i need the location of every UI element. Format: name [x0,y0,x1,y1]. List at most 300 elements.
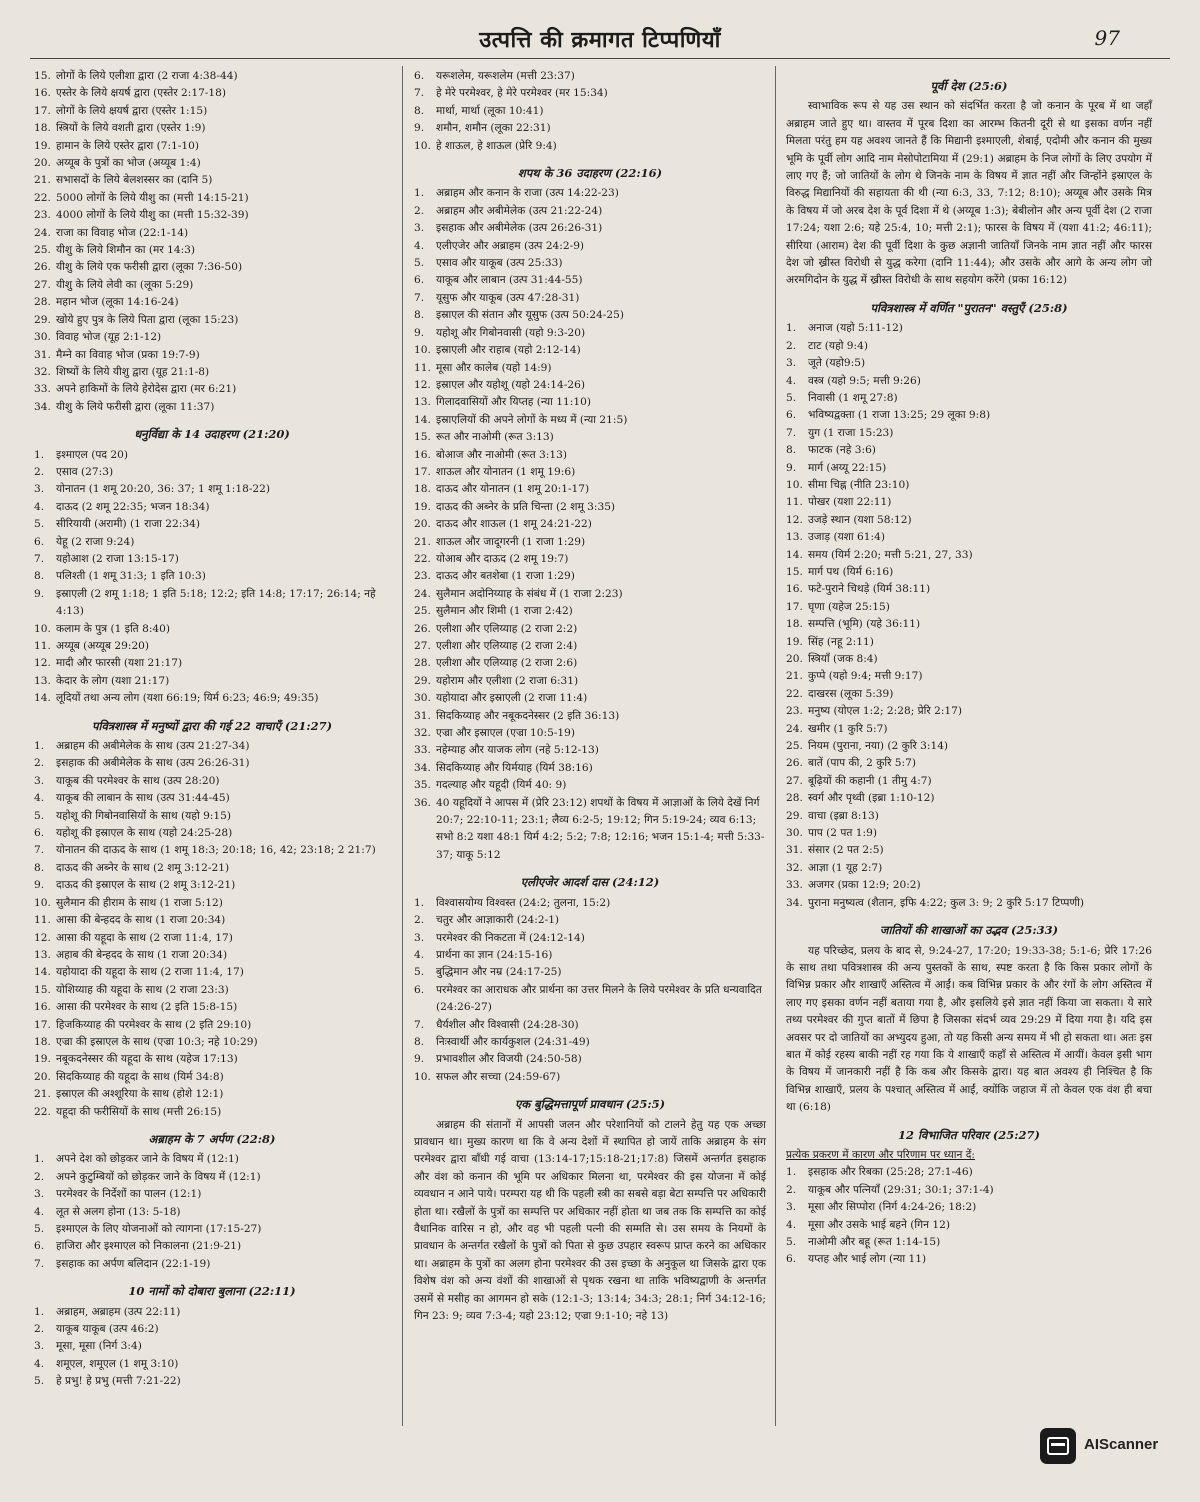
list-item-text: दाऊद और बतशेबा (1 राजा 1:29) [436,570,575,583]
list-item-number: 8. [786,444,797,457]
list-item-text: हाजिरा और इश्माएल को निकालना (21:9-21) [56,1240,242,1253]
list-item-text: यहोशू और गिबोनवासी (यहो 9:3-20) [436,326,586,339]
list-item [786,338,1152,355]
list-item-text: नाओमी और बहू (रूत 1:14-15) [808,1236,941,1248]
list-item-number: 16. [414,448,431,461]
list-item-text: सभासदों के लिये बेलशस्सर का (दानि 5) [56,174,213,187]
list-item-text: मूसा, मूसा (निर्ग 3:4) [56,1340,142,1353]
list-item-number: 27. [34,278,51,291]
list-item-text: अब्राहम और कनान के राजा (उत्प 14:22-23) [436,187,619,200]
list-item [34,172,390,189]
list-item [414,1017,766,1034]
list-item-number: 15. [786,565,803,578]
list-item [786,808,1152,825]
list-item-text: घृणा (यहेज 25:15) [808,600,890,613]
list-item-number: 2. [34,1323,45,1336]
list-item [414,238,766,255]
list-item [414,68,766,85]
list-item-number: 9. [414,326,425,339]
list-item [786,390,1152,407]
list-item-text: योशिय्याह की यहूदा के साथ (2 राजा 23:3) [56,983,229,996]
list-item [786,407,1152,424]
list-item-number: 10. [786,478,803,491]
list-item-number: 13. [34,948,51,961]
list-item [34,860,390,877]
list-item-number: 12. [34,931,51,944]
list-item [414,412,766,429]
list-item-number: 8. [414,309,425,322]
list-item-number: 9. [34,587,45,600]
list-item [34,690,390,707]
list-item-text: यहोराम और एलीशा (2 राजा 6:31) [436,674,579,687]
section-paragraph: स्वाभाविक रूप से यह उस स्थान को संदर्भित करता है जो कनान के पूरब में था जहाँ अब्राहम जाते हुए था। वास्तव में पूरब दिशा का आरम्भ कितनी दूरी से था इसका वर्णन नहीं मिलता परंतु हम यह अवश्य जानते हैं कि मिद्यानी इश्माएली, शेबाई, एदोमी और कनान की मुख्य भूमि के पूर्वी लोग आदि नाम मेसोपोटामिया में (29:1) अब्राहम के निज लोगों के लिए उपयोग में लाए गए हैं; जो जातियों के लोग थे जिनके नाम के विषय में ज्ञात नहीं और जिन्होंने इस्राएल के विरुद्ध मिद्यानियों की सहायता की थी (न्या 6:3, 33, 7:12; 8:10); अय्यूब और उसके मित्र के विषय में जो अरब देश के पूर्व दिशा में थे (अय्यूब 1:3); बेबीलोन और अन्य पूर्वी देश (2 राजा 17:24; यशा 2:6; यहे 25:4, 10; मत्ती 2:1); फारस के विषय में (यशा 41:2; 46:11); सीरिया (आराम) देश की पूर्वी दिशा के कुछ अज्ञानी जातियाँ जिनके नाम ज्ञात नहीं और फारस देश जो ख्रीस्त विरोधी से युद्ध करेगा (दानि 11:44); और उसके और आगे के अन्य लोग जो अरमगिदोन के युद्ध में ख्रीस्त विरोधी के साथ सहयोग करेंगे (प्रका 16:12) [786,100,1152,287]
page-title: उत्पत्ति की क्रमागत टिप्पणियाँ [479,27,721,53]
list-item-text: प्रार्थना का ज्ञान (24:15-16) [436,948,553,961]
list-item-number: 7. [414,87,425,100]
list-item-text: सीमा चिह्न (नीति 23:10) [808,478,910,491]
list-item-text: मनुष्य (योएल 1:2; 2:28; प्रेरि 2:17) [808,705,963,718]
list-item [414,964,766,981]
list-item-number: 30. [34,331,51,344]
list-item [414,725,766,742]
list-item-number: 11. [414,361,431,374]
list-item [414,551,766,568]
list-item-number: 4. [786,1218,797,1231]
list-item [414,568,766,585]
list-item-text: महान भोज (लूका 14:16-24) [56,296,179,309]
list-item-number: 3. [34,1188,45,1201]
list-item-text: दाखरस (लूका 5:39) [808,687,894,700]
list-item-text: दाऊद की अब्नेर के साथ (2 शमू 3:12-21) [56,861,230,874]
list-item [414,690,766,707]
column-3 [786,68,1152,1269]
list-item-number: 3. [786,1201,797,1214]
list-item [34,1069,390,1086]
list-item-text: इश्माएल के लिए योजनाओं को त्यागना (17:15-27) [56,1223,262,1235]
list-item-number: 22. [34,191,51,204]
list-item [414,760,766,777]
list-item-text: अजगर (प्रका 12:9; 20:2) [808,879,921,892]
list-item [34,999,390,1016]
list-item [414,138,766,155]
list-item-text: पलिश्ती (1 शमू 31:3; 1 इति 10:3) [56,570,206,583]
section [786,922,1152,1116]
list-item-text: दाऊद (2 शमू 22:35; भजन 18:34) [56,500,210,513]
list-item-text: शमौन, शमौन (लूका 22:31) [436,122,551,135]
list-item-number: 1. [414,896,425,909]
list-item-number: 21. [414,535,431,548]
list-item [414,342,766,359]
list-item-text: मार्ग पथ (यिर्म 6:16) [808,565,894,578]
list-item [34,773,390,790]
list-item-number: 6. [34,1240,45,1253]
list-item [34,895,390,912]
list-item-text: यीशु के लिये लेवी का (लूका 5:29) [56,278,194,291]
list-item-text: शमूएल, शमूएल (1 शमू 3:10) [56,1357,179,1370]
list-item-number: 31. [786,844,803,857]
list-item-text: केदार के लोग (यशा 21:17) [56,674,170,687]
list-item-number: 15. [34,70,51,82]
list-item-number: 17. [34,104,51,117]
list-item-text: मूसा और उसके भाई बहने (गिन 12) [808,1218,950,1231]
list-item-number: 6. [786,1253,797,1266]
list-item [34,68,390,85]
list-item [414,930,766,947]
list-item-number: 31. [414,709,431,722]
list-item [34,120,390,137]
list-item-number: 13. [414,396,431,409]
section-title: एलीएजेर आदर्श दास (24:12) [520,875,660,890]
list-item [786,529,1152,546]
list-item [34,755,390,772]
list-item-number: 3. [34,483,45,496]
list-item-text: स्त्रियों के लिये वशती द्वारा (एस्तेर 1:9) [56,122,206,135]
section-title: पवित्रशास्त्र में मनुष्यों द्वारा की गई 22 वाचाएँ (21:27) [91,718,333,733]
list-item-number: 23. [786,705,803,718]
list-item-number: 33. [414,744,431,757]
list-item [414,429,766,446]
list-item-text: इस्राएली (2 शमू 1:18; 1 इति 5:18; 12:2; इति 14:8; 17:17; 26:14; नहे 4:13) [56,587,376,618]
list-item [786,1251,1152,1268]
list-item [34,464,390,481]
list-item-number: 7. [414,1018,425,1031]
list-item-number: 12. [414,378,431,391]
page-header [30,18,1170,59]
list-item-number: 4. [786,374,797,387]
list-item-text: याकूब और पत्नियाँ (29:31; 30:1; 37:1-4) [808,1183,994,1196]
section-title: शपथ के 36 उदाहरण (22:16) [517,166,663,181]
list-item-text: हे शाऊल, हे शाऊल (प्रेरि 9:4) [436,139,557,152]
list-item [414,621,766,638]
list-item [34,1373,390,1390]
list-item [34,312,390,329]
list-item [34,1221,390,1238]
list-item-number: 34. [34,400,51,413]
list-item-text: अनाज (यहो 5:11-12) [808,322,903,335]
list-item-text: यीशु के लिये शिमौन का (मर 14:3) [56,244,196,257]
section [34,1283,390,1390]
list-item [34,138,390,155]
list-item-text: अब्राहम और अबीमेलेक (उत्प 21:22-24) [436,204,603,217]
list-item-text: दाऊद की इस्राएल के साथ (2 शमू 3:12-21) [56,879,236,892]
list-item-text: अपने देश को छोड़कर जाने के विषय में (12:1) [56,1153,239,1166]
list-item [786,755,1152,772]
list-item-number: 1. [34,740,45,753]
list-item-text: एसाव (27:3) [56,465,114,478]
list-item-text: भविष्यद्वक्ता (1 राजा 13:25; 29 लूका 9:8) [808,409,991,422]
list-item-text: स्वर्ग और पृथ्वी (इब्रा 1:10-12) [808,792,935,805]
list-item [414,1051,766,1068]
list-item [786,460,1152,477]
list-item [786,494,1152,511]
list-item [786,668,1152,685]
list-item [414,290,766,307]
list-item-text: सम्पत्ति (भूमि) (यहे 36:11) [808,618,921,631]
list-item-text: लोगों के लिये क्षयर्ष द्वारा (एस्तेर 1:15) [56,104,208,117]
list-item [34,842,390,859]
list-item-number: 32. [34,365,51,378]
list-item-text: फाटक (नहे 3:6) [808,444,876,457]
list-item [786,547,1152,564]
list-item-text: जूते (यहो9:5) [808,357,866,370]
list-item-number: 2. [34,1170,45,1183]
list-item-number: 14. [34,966,51,979]
list-item [34,930,390,947]
list-item-text: अब्राहम की अबीमेलेक के साथ (उत्प 21:27-34) [56,740,250,753]
list-item-number: 8. [34,570,45,583]
list-item-text: इस्राएलियों की अपने लोगों के मध्य में (न्या 21:5) [436,413,628,426]
list-item-number: 5. [786,1236,797,1248]
list-item [414,220,766,237]
list-item [34,242,390,259]
list-item-text: फटे-पुराने चिथड़े (यिर्म 38:11) [808,583,931,596]
list-item [414,203,766,220]
list-item-number: 4. [34,1357,45,1370]
list-item [34,1051,390,1068]
list-item-number: 5. [414,966,425,979]
list-item-number: 5. [414,257,425,270]
list-item-number: 20. [414,518,431,531]
list-item-text: आसा की परमेश्वर के साथ (2 इति 15:8-15) [56,1001,238,1014]
list-item-text: सुलैमान की हीराम के साथ (1 राजा 5:12) [56,896,223,909]
list-item-number: 10. [34,896,51,909]
list-item-number: 26. [786,757,803,770]
list-item [414,120,766,137]
column-1 [34,68,390,1391]
list-item-text: रूत और नाओमी (रूत 3:13) [436,431,554,444]
list-item [414,481,766,498]
list-item-number: 10. [414,344,431,357]
list-item [34,825,390,842]
list-item [414,655,766,672]
list-item-text: सिदकिय्याह और यिर्मयाह (यिर्म 38:16) [436,761,593,774]
list-item [414,377,766,394]
list-item [34,155,390,172]
list-item [414,85,766,102]
list-item-number: 5. [34,518,45,531]
list-item-text: निवासी (1 शमू 27:8) [808,391,898,404]
list-item-text: इसहाक और रिबका (25:28; 27:1-46) [808,1166,973,1179]
list-item-text: कलाम के पुत्र (1 इति 8:40) [56,622,171,635]
list-item-number: 1. [786,1166,797,1179]
list-item-text: हे मेरे परमेश्वर, हे मेरे परमेश्वर (मर 15:34) [436,87,608,100]
list-item-text: प्रभावशील और विजयी (24:50-58) [436,1053,582,1066]
list-item-number: 18. [414,483,431,496]
list-item-number: 18. [786,618,803,631]
list-item-text: बूढ़ियों की कहानी (1 तीमु 4:7) [808,774,932,787]
list-item-number: 1. [414,187,425,200]
list-item-number: 13. [34,674,51,687]
list-item [786,877,1152,894]
list-item-text: शाऊल और योनातन (1 शमू 19:6) [436,465,576,478]
list-item [786,738,1152,755]
list-item-text: मूसा और कालेब (यहो 14:9) [436,361,552,374]
section [414,874,766,1086]
list-item [786,860,1152,877]
list-item-text: इसहाक और अबीमेलेक (उत्प 26:26-31) [436,222,603,235]
list-item [34,259,390,276]
list-item-text: विश्वासयोग्य विश्वस्त (24:2; तुलना, 15:2) [436,896,611,909]
list-item-text: सिंह (नहू 2:11) [808,635,874,648]
list-item [414,394,766,411]
list-item-text: मार्ग (अय्यू 22:15) [808,461,887,474]
list-item-text: यहोशू की इस्राएल के साथ (यहो 24:25-28) [56,827,233,840]
list-item-text: धैर्यशील और विश्वासी (24:28-30) [436,1018,579,1031]
list-item [786,616,1152,633]
list-item-number: 11. [34,914,51,927]
section-note: प्रत्येक प्रकरण में कारण और परिणाम पर ध्यान दें: [786,1148,975,1161]
list-item-text: इस्राएल और यहोशू (यहो 24:14-26) [436,378,585,391]
list-item-number: 6. [414,274,425,287]
list-item-number: 8. [414,1035,425,1048]
list-item [786,1234,1152,1251]
list-item [34,1304,390,1321]
list-item-number: 14. [414,413,431,426]
list-item [34,207,390,224]
list-item-text: शाऊल और जादूगरनी (1 राजा 1:29) [436,535,586,548]
list-item-number: 20. [786,653,803,665]
list-item-text: सुलैमान और शिमी (1 राजा 2:42) [436,605,573,618]
list-item [414,103,766,120]
list-item [786,825,1152,842]
page-number: 97 [1094,26,1120,50]
list-item-number: 4. [34,500,45,513]
list-item-number: 31. [34,348,51,361]
list-item-number: 22. [414,552,431,565]
list-item-text: निःस्वार्थी और कार्यकुशल (24:31-49) [436,1035,590,1048]
list-item [34,1086,390,1103]
list-item [786,355,1152,372]
column-divider [402,66,403,1426]
list-item-text: इस्राएली और राहाब (यहो 2:12-14) [436,344,581,357]
list-item-text: दाऊद और योनातन (1 शमू 20:1-17) [436,483,590,496]
list-item [414,586,766,603]
list-item [34,655,390,672]
list-item-number: 6. [786,409,797,422]
list-item [786,895,1152,912]
list-item-text: हे प्रभु! हे प्रभु (मत्ती 7:21-22) [56,1375,181,1388]
list-item [786,373,1152,390]
list-item [34,790,390,807]
list-item [414,673,766,690]
list-item-number: 30. [786,827,803,840]
list-item-text: गिलादवासियों और यिप्तह (न्या 11:10) [436,396,591,409]
list-item-text: मार्था, मार्था (लूका 10:41) [436,104,544,117]
list-item-text: याकूब और लाबान (उत्प 31:44-55) [436,274,583,287]
list-item [786,512,1152,529]
list-item [34,982,390,999]
list-item [414,777,766,794]
list-item [786,773,1152,790]
list-item-number: 5. [34,1223,45,1235]
list-item [414,534,766,551]
list-item-number: 25. [414,605,431,618]
list-item [414,603,766,620]
list-item [414,185,766,202]
list-item [34,225,390,242]
list-item-number: 23. [414,570,431,583]
list-item-text: टाट (यहो 9:4) [808,339,868,352]
list-item-text: अब्राहम, अब्राहम (उत्प 22:11) [56,1305,181,1318]
list-item-text: याकूब याकूब (उत्प 46:2) [56,1323,159,1336]
list-item-text: एस्तेर के लिये क्षयर्ष द्वारा (एस्तेर 2:17-18) [56,87,227,100]
list-item-number: 6. [414,983,425,996]
list-item-number: 9. [414,122,425,135]
list-item-number: 1. [34,448,45,461]
list-item-number: 7. [34,552,45,565]
list-item-text: पुराना मनुष्यत्व (शैतान, इफि 4:22; कुल 3: 9; 2 कुरि 5:17 टिप्पणी) [808,896,1084,909]
list-item-text: दाऊद की अब्नेर के प्रति चिन्ता (2 शमू 3:35) [436,500,616,513]
list-item-text: नबूकदनेस्सर की यहूदा के साथ (यहेज 17:13) [56,1053,238,1066]
list-item-text: आसा की बेन्हदद के साथ (1 राजा 20:34) [56,914,226,927]
list-item [34,1321,390,1338]
list-item-text: एलीएजेर और अब्राहम (उत्प 24:2-9) [436,239,585,252]
list-item-number: 35. [414,779,431,792]
list-item-number: 29. [414,674,431,687]
list-item-text: अहाब की बेन्हदद के साथ (1 राजा 20:34) [56,948,228,961]
list-item-number: 5. [34,809,45,822]
section [786,1127,1152,1269]
list-item-number: 8. [34,861,45,874]
list-item-number: 7. [414,291,425,304]
list-item-text: नियम (पुराना, नया) (2 कुरि 3:14) [808,740,949,753]
list-item-text: पोखर (यशा 22:11) [808,496,892,509]
list-item-text: स्त्रियाँ (जक 8:4) [808,653,878,665]
list-item-number: 18. [34,122,51,135]
list-item-number: 1. [34,1153,45,1166]
list-item-text: यीशु के लिये फरीसी द्वारा (लूका 11:37) [56,400,215,413]
list-item-number: 19. [414,500,431,513]
list-item [414,255,766,272]
list-item [34,912,390,929]
list-item [414,325,766,342]
list-item [786,320,1152,337]
list-item-number: 20. [34,157,51,170]
section [34,718,390,1121]
list-item [34,877,390,894]
list-item-number: 28. [786,792,803,805]
list-item-number: 6. [34,535,45,548]
list-item-number: 9. [34,879,45,892]
list-item-text: शिष्यों के लिये यीशु द्वारा (यूह 21:1-8) [56,365,210,378]
list-item-number: 16. [34,1001,51,1014]
list-item-text: राजा का विवाह भोज (22:1-14) [56,226,189,239]
list-item-number: 10. [414,139,431,152]
list-item [786,425,1152,442]
list-item-text: योनातन (1 शमू 20:20, 36: 37; 1 शमू 1:18-22) [56,483,271,496]
list-item-number: 33. [34,383,51,396]
list-item-text: एसाव और याकूब (उत्प 25:33) [436,257,563,270]
list-item [34,277,390,294]
list-item [34,1017,390,1034]
list-item-number: 4. [414,948,425,961]
list-item [34,947,390,964]
list-item-text: इश्माएल (पद 20) [56,448,128,461]
list-item-text: यप्तह और भाई लोग (न्या 11) [808,1253,927,1266]
list-item [786,477,1152,494]
list-item-text: बातें (पाप की, 2 कुरि 5:7) [808,757,916,770]
list-item [34,1151,390,1168]
section [414,1096,766,1325]
list-item-number: 15. [414,431,431,444]
list-item-number: 26. [414,622,431,635]
section-title: पूर्वी देश (25:6) [930,79,1008,93]
list-item-text: अपने कुटुम्बियों को छोड़कर जाने के विषय में (12:1) [56,1170,261,1183]
list-item-number: 24. [414,587,431,600]
list-item-text: यूसुफ और याकूब (उत्प 47:28-31) [436,291,580,304]
list-item-number: 3. [34,774,45,787]
list-item-text: कुप्पे (यहो 9:4; मत्ती 9:17) [808,670,923,683]
